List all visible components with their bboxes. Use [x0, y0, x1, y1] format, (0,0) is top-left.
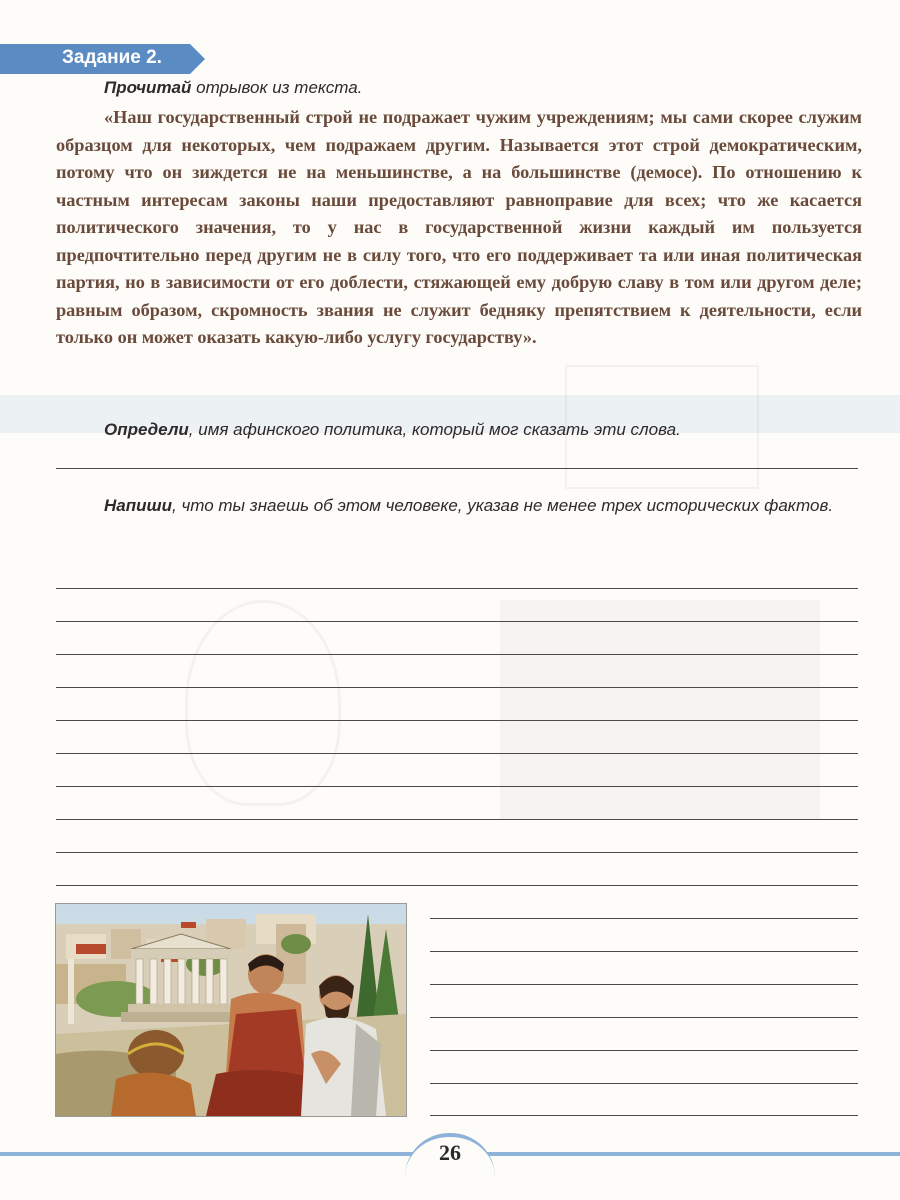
answer-line[interactable]: [56, 654, 858, 655]
answer-line-short[interactable]: [430, 984, 858, 985]
bleed-through-vase: [185, 600, 341, 806]
answer-line[interactable]: [56, 786, 858, 787]
instruction-read: [104, 78, 362, 98]
answer-line-short[interactable]: [430, 1083, 858, 1084]
answer-line[interactable]: [56, 819, 858, 820]
instruction-write-text: , что ты знаешь об этом человеке, указав не менее трех исторических фактов.: [172, 496, 834, 515]
answer-line[interactable]: [56, 720, 858, 721]
instruction-define: [104, 420, 681, 440]
answer-line[interactable]: [56, 852, 858, 853]
answer-line-short[interactable]: [430, 1050, 858, 1051]
instruction-define-text: , имя афинского политика, который мог сказать эти слова.: [188, 420, 681, 439]
answer-line[interactable]: [56, 753, 858, 754]
answer-line[interactable]: [56, 687, 858, 688]
answer-line-short[interactable]: [430, 951, 858, 952]
instruction-read-text: отрывок из текста.: [191, 78, 363, 97]
instruction-write: [56, 494, 861, 518]
answer-line[interactable]: [56, 588, 858, 589]
task-label: Задание 2.: [62, 47, 162, 68]
instruction-define-verb: Определи: [104, 420, 189, 439]
athens-acropolis-illustration: [55, 903, 407, 1117]
answer-line[interactable]: [56, 621, 858, 622]
quote-text: «Наш государственный строй не подражает чужим учреждениям; мы сами скорее служим образцом для некоторых, чем подражаем другим. Называется этот строй демократическим, потому что он зиждется не на меньшинстве, а на большинстве (демосе). По отношению к частным интересам законы наши предоставляют равноправие для всех; что же касается политического значения, то у нас в государственной жизни каждый им пользуется предпочтительно перед другим не в силу того, что его поддерживает та или иная политическая партия, но в зависимости от его доблести, стяжающей ему добрую славу в том или другом деле; равным образом, скромность звания не служит бедняку препятствием к деятельности, если только он может оказать какую-либо услугу государству».: [56, 107, 862, 347]
answer-line[interactable]: [56, 885, 858, 886]
answer-line-name[interactable]: [56, 468, 858, 469]
answer-line-short[interactable]: [430, 1017, 858, 1018]
instruction-read-verb: Прочитай: [104, 78, 192, 97]
bleed-through-image: [500, 600, 820, 820]
instruction-write-verb: Напиши: [104, 496, 172, 515]
quote-block: [56, 104, 862, 352]
answer-line-short[interactable]: [430, 918, 858, 919]
page-number: 26: [439, 1140, 461, 1165]
answer-line-short[interactable]: [430, 1115, 858, 1116]
